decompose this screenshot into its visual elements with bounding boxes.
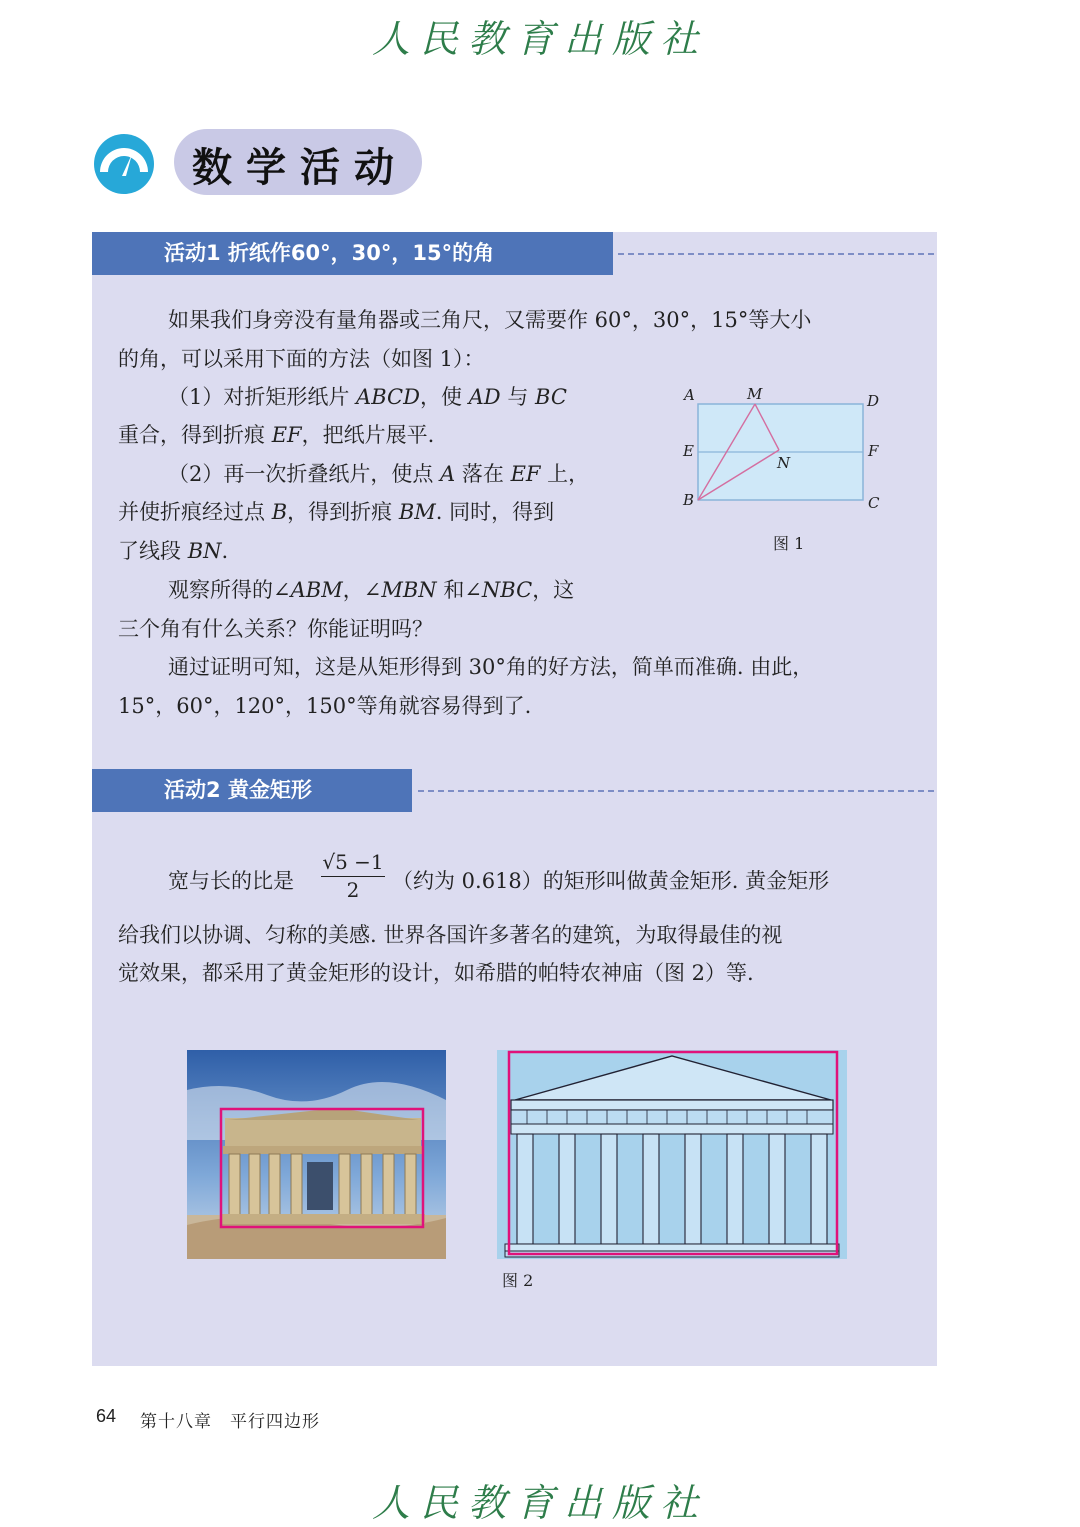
activity-section-icon	[92, 132, 156, 196]
conclusion-line1: 通过证明可知，这是从矩形得到 30°角的好方法，简单而准确. 由此，	[168, 655, 814, 679]
observe-text: ，这	[532, 578, 575, 602]
chapter-title: 第十八章 平行四边形	[140, 1412, 320, 1432]
observe-line2: 三个角有什么关系？你能证明吗？	[118, 617, 433, 641]
label-c: C	[868, 494, 880, 512]
activity1-heading: 活动1 折纸作60°，30°，15°的角	[92, 232, 613, 275]
step2-text: 了线段	[118, 539, 188, 563]
activity2-heading: 活动2 黄金矩形	[92, 769, 412, 812]
step2-text: .	[221, 539, 229, 563]
label-d: D	[867, 392, 880, 410]
page-number: 64	[96, 1406, 117, 1426]
golden-definition-prefix: 宽与长的比是	[168, 869, 294, 893]
step2-text: ，得到折痕	[287, 500, 399, 524]
var-ad: AD	[468, 385, 501, 409]
var-ef: EF	[510, 462, 541, 486]
activity1-intro-line2: 的角，可以采用下面的方法（如图 1）：	[118, 347, 485, 371]
figure1-rectangle-fold-diagram	[676, 380, 896, 520]
observe-line1	[168, 571, 574, 610]
step1-text: 重合，得到折痕	[118, 423, 272, 447]
figure2-caption: 图 2	[502, 1271, 534, 1290]
golden-ratio-fraction	[318, 849, 388, 902]
step2-text: . 同时，得到	[435, 500, 555, 524]
step1-text: 与	[500, 385, 536, 409]
activity1-intro-line1: 如果我们身旁没有量角器或三角尺，又需要作 60°，30°，15°等大小	[168, 308, 812, 332]
parthenon-drawing	[497, 1050, 847, 1259]
step2-text: 上，	[540, 462, 590, 486]
label-b: B	[683, 491, 695, 509]
step2-text: 落在	[455, 462, 511, 486]
step2-line1	[168, 455, 589, 494]
step1-line1	[168, 378, 567, 417]
section-title: 数学活动	[192, 145, 408, 191]
step1-text: ，使	[419, 385, 469, 409]
label-f: F	[868, 442, 879, 460]
golden-definition-suffix: （约为 0.618）的矩形叫做黄金矩形. 黄金矩形	[392, 869, 830, 893]
var-bm: BM	[398, 500, 436, 524]
activity1-heading-rule	[618, 253, 934, 255]
publisher-logo-bottom: 人民教育出版社	[371, 1481, 708, 1525]
step2-line3	[118, 532, 228, 571]
step1-line2	[118, 416, 434, 455]
var-nbc: NBC	[481, 578, 533, 602]
var-abcd: ABCD	[356, 385, 420, 409]
step2-line2	[118, 493, 554, 532]
step2-text: （2）再一次折叠纸片，使点	[168, 462, 441, 486]
publisher-logo-top: 人民教育出版社	[371, 17, 708, 61]
var-a: A	[440, 462, 456, 486]
step2-text: 并使折痕经过点	[118, 500, 272, 524]
activity2-heading-rule	[418, 790, 934, 792]
label-a: A	[684, 386, 695, 404]
fraction-bar	[321, 876, 385, 877]
label-n: N	[777, 454, 791, 472]
var-ef: EF	[271, 423, 302, 447]
figure1-caption: 图 1	[773, 534, 805, 553]
activity2-line3: 觉效果，都采用了黄金矩形的设计，如希腊的帕特农神庙（图 2）等.	[118, 961, 754, 985]
observe-text: 和∠	[436, 578, 482, 602]
var-bn: BN	[187, 539, 222, 563]
step1-text: ，把纸片展平.	[301, 423, 435, 447]
observe-text: 观察所得的∠	[168, 578, 291, 602]
label-m: M	[747, 385, 763, 403]
var-mbn: MBN	[381, 578, 437, 602]
var-bc: BC	[535, 385, 567, 409]
conclusion-line2: 15°，60°，120°，150°等角就容易得到了.	[118, 694, 532, 718]
var-b: B	[271, 500, 288, 524]
var-abm: ABM	[290, 578, 343, 602]
fraction-denominator: 2	[346, 878, 360, 902]
fraction-numerator: √5 −1	[322, 850, 384, 874]
step1-text: （1）对折矩形纸片	[168, 385, 357, 409]
parthenon-photo	[187, 1050, 446, 1259]
observe-text: ，∠	[342, 578, 382, 602]
label-e: E	[683, 442, 694, 460]
activity2-line2: 给我们以协调、匀称的美感. 世界各国许多著名的建筑，为取得最佳的视	[118, 923, 783, 947]
